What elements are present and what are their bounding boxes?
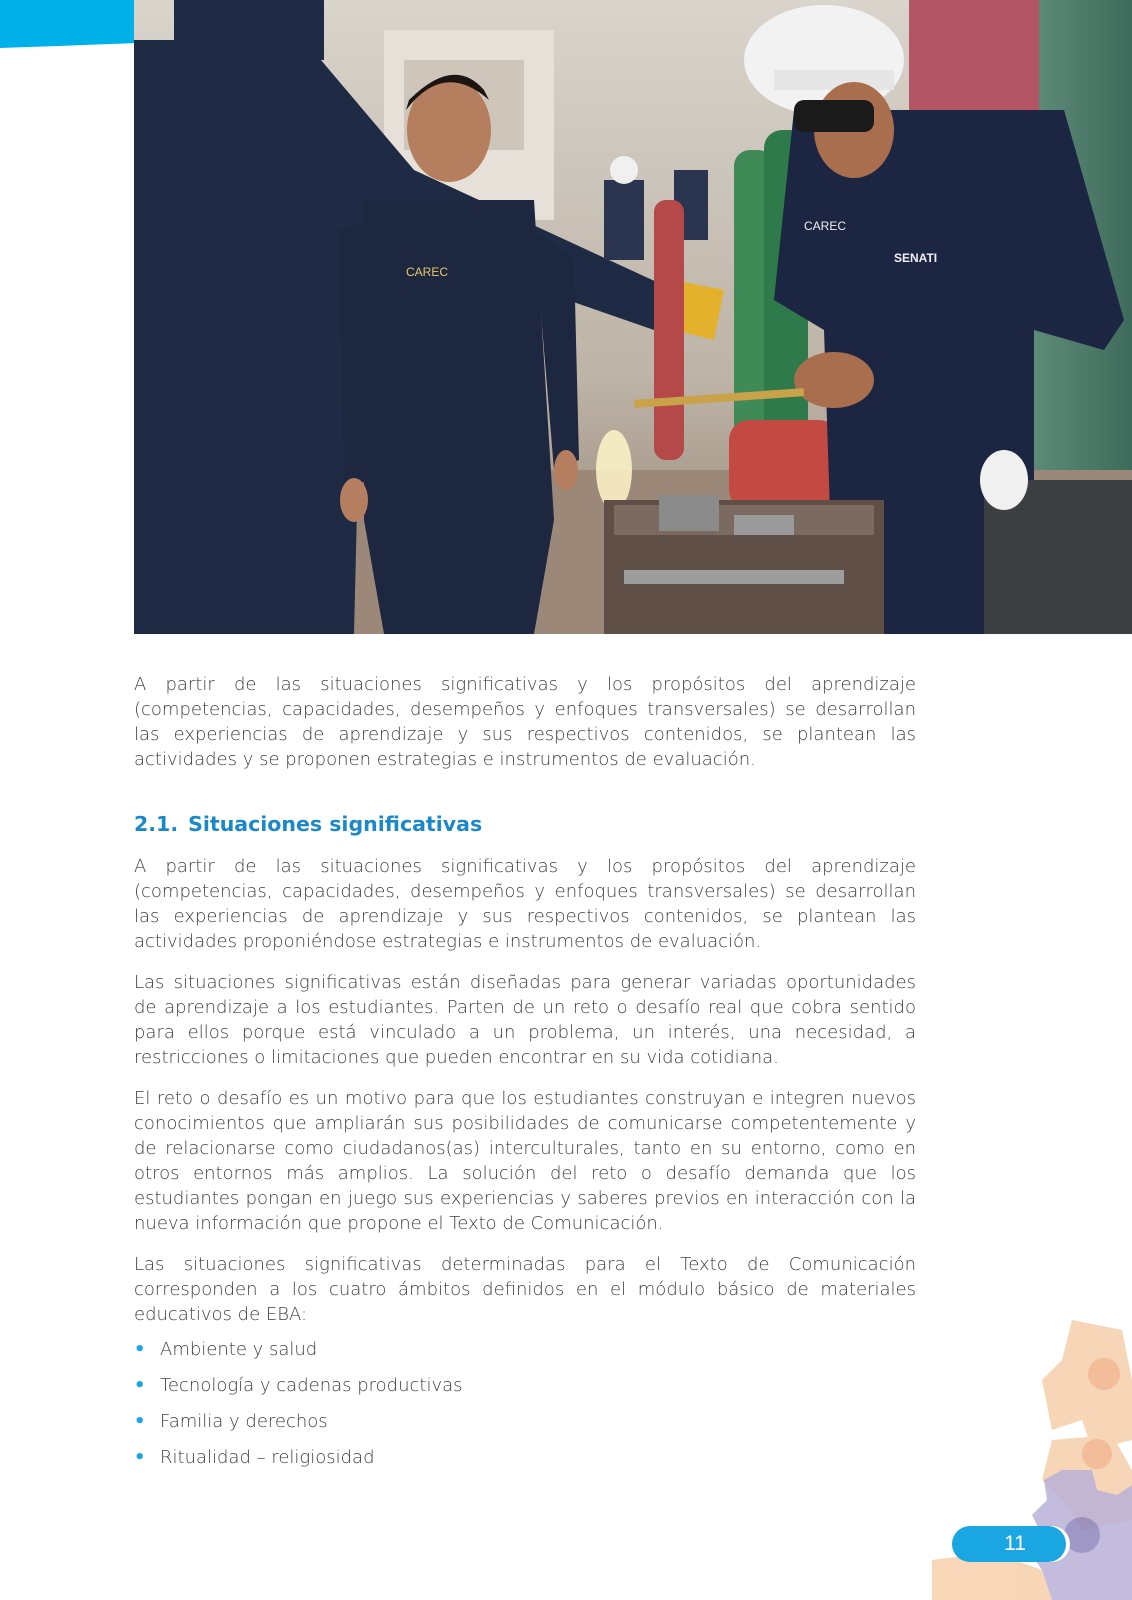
list-item-label: Ambiente y salud — [160, 1339, 318, 1360]
section-paragraph-3: El reto o desafío es un motivo para que los estudiantes construyan e integren nuevos conocimientos que ampliarán sus posibilidades de comunicarse competentemente y de relacionarse como ciudadanos(as) interculturales, tanto en su entorno, como en otros entornos más amplios. La solución del reto o desafío demanda que los estudiantes pongan en juego sus experiencias y saberes previos en interacción con la nueva información que propone el Texto de Comunicación. — [134, 1088, 916, 1234]
section-paragraph-2: Las situaciones significativas están diseñadas para generar variadas oportunidades de aprendizaje a los estudiantes. Parten de un reto o desafío real que cobra sentido para ellos porque está vinculado a un problema, un interés, una necesidad, a restricciones o limitaciones que pueden encontrar en su vida cotidiana. — [134, 972, 916, 1068]
section-number: 2.1. — [134, 812, 179, 836]
bullet-icon: • — [134, 1375, 146, 1396]
section-paragraph-1: A partir de las situaciones significativas y los propósitos del aprendizaje (competencias, capacidades, desempeños y enfoques transversales) se desarrollan las experiencias de aprendizaje y sus respectivos contenidos, se plantean las actividades proponiéndose estrategias e instrumentos de evaluación. — [134, 856, 916, 952]
bullet-icon: • — [134, 1339, 146, 1360]
page-number: 11 — [952, 1526, 1066, 1562]
svg-text:CAREC: CAREC — [406, 265, 449, 279]
list-item-label: Tecnología y cadenas productivas — [160, 1375, 463, 1396]
main-content — [134, 672, 916, 1481]
svg-text:SENATI: SENATI — [894, 251, 938, 265]
list-item-label: Familia y derechos — [160, 1411, 328, 1432]
list-item — [134, 1445, 916, 1470]
bullet-icon: • — [134, 1411, 146, 1432]
intro-paragraph: A partir de las situaciones significativas y los propósitos del aprendizaje (competencias, capacidades, desempeños y enfoques transversales) se desarrollan las experiencias de aprendizaje y sus respectivos contenidos, se plantean las actividades y se proponen estrategias e instrumentos de evaluación. — [134, 674, 916, 770]
section-paragraph-4: Las situaciones significativas determinadas para el Texto de Comunicación corresponden a los cuatro ámbitos definidos en el módulo básico de materiales educativos de EBA: — [134, 1254, 916, 1325]
list-item — [134, 1337, 916, 1362]
list-item — [134, 1409, 916, 1434]
section-title: Situaciones significativas — [188, 812, 483, 836]
ambitos-list — [134, 1337, 916, 1470]
welding-workshop-photo — [134, 0, 1132, 634]
list-item — [134, 1373, 916, 1398]
list-item-label: Ritualidad – religiosidad — [160, 1447, 375, 1468]
bullet-icon: • — [134, 1447, 146, 1468]
svg-text:CAREC: CAREC — [804, 219, 847, 233]
section-heading — [134, 810, 916, 838]
